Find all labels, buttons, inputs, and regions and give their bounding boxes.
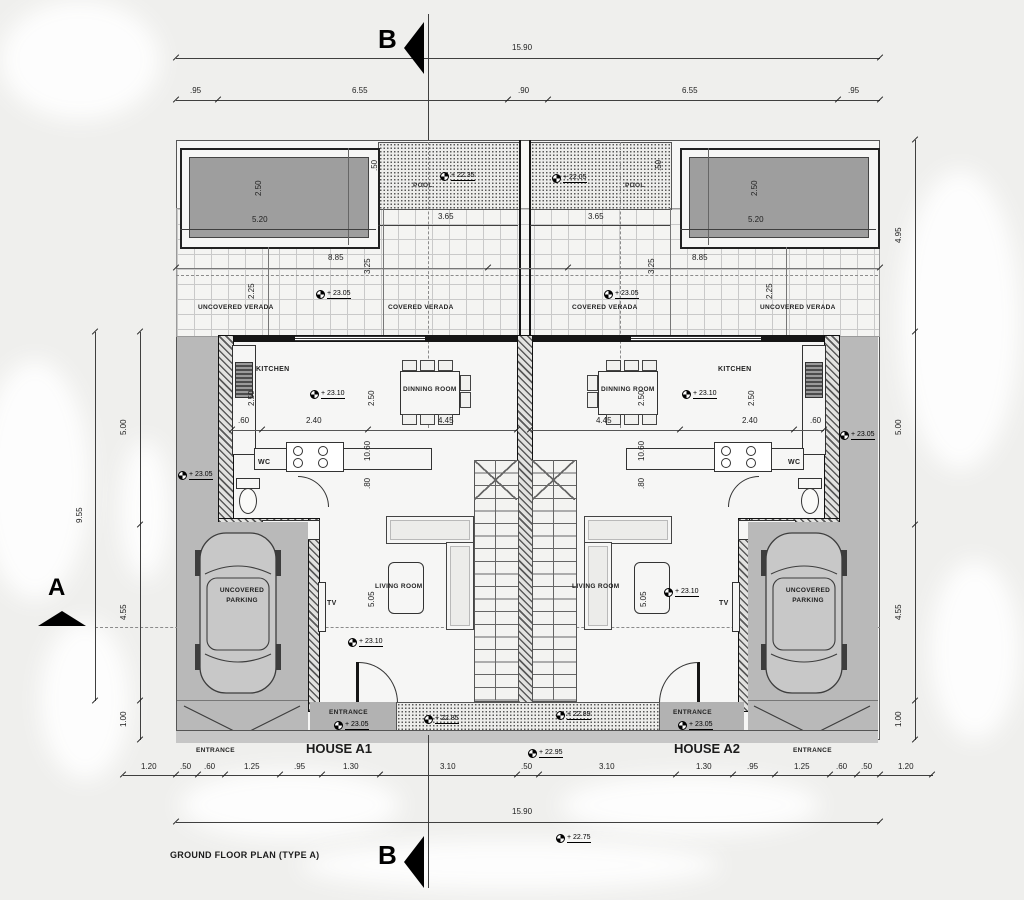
scan-artifact <box>180 770 400 840</box>
level-value: + 22.85 <box>435 715 459 722</box>
level-marker-living-a2 <box>664 588 699 597</box>
dim-dining-width-a2: 4.45 <box>596 416 612 425</box>
section-arrow-icon <box>404 836 424 888</box>
level-marker-walkway-a2 <box>556 711 591 720</box>
party-wall-line <box>519 140 521 335</box>
level-marker-side-a1 <box>178 471 213 480</box>
dim-verada-width-a2: 8.85 <box>692 253 708 262</box>
area-label-uncovered-verada-a1: UNCOVERED VERADA <box>198 304 274 311</box>
chair <box>587 392 598 408</box>
kitchen-sink-a2 <box>805 362 823 398</box>
dim-terrace-width-a1: 5.20 <box>252 215 268 224</box>
scan-artifact <box>0 360 90 600</box>
tick <box>912 736 918 742</box>
dim-pool-width-a1: 3.65 <box>438 212 454 221</box>
sofa-a1 <box>446 542 474 630</box>
terrace-a1-axis <box>348 148 349 245</box>
dim-top: .95 <box>190 86 202 95</box>
room-label-pool-a1: POOL <box>413 182 433 189</box>
burner-icon <box>721 458 731 468</box>
dim-line <box>140 332 141 740</box>
party-wall-line <box>529 140 531 335</box>
dim-verada-depth2-a2: 2.25 <box>765 283 774 299</box>
dim-living-depth-a2: 5.05 <box>639 591 648 607</box>
dim-line <box>530 225 670 226</box>
level-marker-floor-a2 <box>682 390 717 399</box>
scan-artifact <box>40 620 130 780</box>
section-arrow-icon <box>38 611 86 626</box>
dim-right: 4.95 <box>894 227 903 243</box>
dim-kitchen-depth-a2: 2.50 <box>747 390 756 406</box>
dim-verada-depth2-a1: 2.25 <box>247 283 256 299</box>
dim-line <box>176 268 878 269</box>
terrace-a1-deck <box>189 157 369 238</box>
tv-unit-a2 <box>732 582 740 632</box>
area-label-parking-a1: UNCOVERED PARKING <box>219 587 265 604</box>
level-marker-side-a2 <box>840 431 875 440</box>
dim-total-width-top: 15.90 <box>512 43 533 52</box>
benchmark-icon <box>682 390 691 399</box>
chair <box>420 414 435 425</box>
label-entrance-street-a1: ENTRANCE <box>196 747 235 754</box>
tv-unit-a1 <box>318 582 326 632</box>
scan-artifact <box>560 775 820 835</box>
dim-bottom: 1.20 <box>141 762 157 771</box>
sofa-a2 <box>584 516 672 544</box>
benchmark-icon <box>664 588 673 597</box>
dim-kitchen-width-a2: 2.40 <box>742 416 758 425</box>
tick <box>929 771 935 777</box>
sofa-a1 <box>386 516 474 544</box>
benchmark-icon <box>424 715 433 724</box>
label-tv-a2: TV <box>719 600 729 607</box>
north-window-a1 <box>295 336 425 341</box>
dim-line <box>176 822 880 823</box>
section-b-line-top <box>428 14 429 140</box>
dim-left: 5.00 <box>119 419 128 435</box>
burner-icon <box>318 458 328 468</box>
toilet-a1 <box>239 488 257 514</box>
benchmark-icon <box>310 390 319 399</box>
section-marker-b-top: B <box>378 24 397 54</box>
section-marker-a: A <box>48 574 66 601</box>
dim-top: 6.55 <box>352 86 368 95</box>
level-marker-court <box>528 749 563 758</box>
dim-dining-width-a1: 4.45 <box>438 416 454 425</box>
dim-left-outer: 9.55 <box>75 507 84 523</box>
scan-artifact <box>120 440 170 580</box>
level-value: + 23.05 <box>189 471 213 478</box>
dim-living-depth-a1: 5.05 <box>367 591 376 607</box>
dim-bottom: 1.30 <box>696 762 712 771</box>
benchmark-icon <box>528 749 537 758</box>
label-tv-a1: TV <box>327 600 337 607</box>
stair-rail-a2 <box>553 460 554 700</box>
dim-line <box>670 208 671 335</box>
section-b-line-bottom <box>428 735 429 888</box>
level-value: + 23.05 <box>327 290 351 297</box>
benchmark-icon <box>840 431 849 440</box>
area-label-covered-verada-a1: COVERED VERADA <box>388 304 454 311</box>
level-value: + 23.05 <box>615 290 639 297</box>
tick <box>137 736 143 742</box>
side-yard-right <box>838 335 878 525</box>
dim-bottom: .60 <box>204 762 216 771</box>
scan-artifact <box>930 560 1020 740</box>
level-marker-living-a1 <box>348 638 383 647</box>
dim-terrace-depth-a2: 2.50 <box>750 180 759 196</box>
burner-icon <box>721 446 731 456</box>
dim-line <box>378 225 518 226</box>
house-label-a2: HOUSE A2 <box>674 741 740 756</box>
dim-line <box>123 775 933 776</box>
level-marker-verada-a2 <box>604 290 639 299</box>
chair <box>402 414 417 425</box>
dim-right: 1.00 <box>894 711 903 727</box>
dim-bottom: .95 <box>294 762 306 771</box>
tick <box>877 54 883 60</box>
level-value: + 23.05 <box>345 721 369 728</box>
dim-hall-a2: .80 <box>637 477 646 489</box>
level-value: + 22.35 <box>451 172 475 179</box>
level-marker-street <box>556 834 591 843</box>
stair-rail-a1 <box>495 460 496 700</box>
dim-bottom: .50 <box>861 762 873 771</box>
room-label-kitchen-a2: KITCHEN <box>718 366 752 373</box>
dim-pool-edge-a1: .50 <box>370 159 379 171</box>
dim-house-depth-a1: 10.60 <box>363 440 372 461</box>
dim-dining-depth-a2: 2.50 <box>637 390 646 406</box>
burner-icon <box>293 458 303 468</box>
section-arrow-icon <box>404 22 424 74</box>
chair <box>624 360 639 371</box>
dim-terrace-depth-a1: 2.50 <box>254 180 263 196</box>
room-label-wc-a1: WC <box>258 459 271 466</box>
car-top-view-a1 <box>194 530 282 696</box>
level-marker-floor-a1 <box>310 390 345 399</box>
toilet-a2 <box>801 488 819 514</box>
room-label-wc-a2: WC <box>788 459 801 466</box>
level-value: + 23.05 <box>689 721 713 728</box>
dim-pool-edge-a2: .50 <box>654 159 663 171</box>
chair <box>624 414 639 425</box>
dim-pool-width-a2: 3.65 <box>588 212 604 221</box>
dim-bottom: 3.10 <box>599 762 615 771</box>
level-marker-walkway-a1 <box>424 715 459 724</box>
drawing-title: GROUND FLOOR PLAN (TYPE A) <box>170 850 320 860</box>
level-value: + 23.10 <box>359 638 383 645</box>
level-marker-pool-a1 <box>440 172 475 181</box>
driveway-line <box>748 700 878 701</box>
dim-bottom: .60 <box>836 762 848 771</box>
dim-left: 4.55 <box>119 604 128 620</box>
chair <box>460 375 471 391</box>
chair <box>587 375 598 391</box>
east-wall-a2 <box>824 335 840 529</box>
burner-icon <box>318 446 328 456</box>
benchmark-icon <box>552 174 561 183</box>
dim-terrace-width-a2: 5.20 <box>748 215 764 224</box>
dim-bottom: 3.10 <box>440 762 456 771</box>
dim-right: 5.00 <box>894 419 903 435</box>
label-entrance-street-a2: ENTRANCE <box>793 747 832 754</box>
level-value: + 22.89 <box>567 711 591 718</box>
dim-bottom: 1.25 <box>244 762 260 771</box>
level-value: + 22.05 <box>563 174 587 181</box>
dim-dining-depth-a1: 2.50 <box>367 390 376 406</box>
tick <box>877 96 883 102</box>
label-entrance-a1: ENTRANCE <box>329 709 368 716</box>
dim-line <box>680 229 876 230</box>
area-label-covered-verada-a2: COVERED VERADA <box>572 304 638 311</box>
terrace-a2-axis <box>708 148 709 245</box>
level-marker-entrance-a2 <box>678 721 713 730</box>
driveway-line <box>177 700 308 701</box>
dim-left: 1.00 <box>119 711 128 727</box>
chair <box>606 360 621 371</box>
level-marker-pool-a2 <box>552 174 587 183</box>
room-label-living-a2: LIVING ROOM <box>572 583 620 590</box>
dim-total-width-bottom: 15.90 <box>512 807 533 816</box>
benchmark-icon <box>556 834 565 843</box>
party-wall <box>517 335 533 710</box>
level-value: + 23.05 <box>851 431 875 438</box>
benchmark-icon <box>556 711 565 720</box>
level-marker-entrance-a1 <box>334 721 369 730</box>
benchmark-icon <box>334 721 343 730</box>
level-value: + 22.75 <box>567 834 591 841</box>
burner-icon <box>746 458 756 468</box>
burner-icon <box>293 446 303 456</box>
dim-bottom: .50 <box>521 762 533 771</box>
dim-top: .90 <box>518 86 530 95</box>
dim-kitchen-side-a2: .60 <box>810 416 822 425</box>
level-value: + 23.10 <box>675 588 699 595</box>
chair <box>460 392 471 408</box>
dim-bottom: .95 <box>747 762 759 771</box>
dim-bottom: 1.30 <box>343 762 359 771</box>
benchmark-icon <box>178 471 187 480</box>
terrace-a2-deck <box>689 157 869 238</box>
dim-line <box>176 58 880 59</box>
north-window-a2 <box>631 336 761 341</box>
car-top-view-a2 <box>760 530 848 696</box>
benchmark-icon <box>348 638 357 647</box>
dim-kitchen-depth-a1: 2.50 <box>247 390 256 406</box>
benchmark-icon <box>440 172 449 181</box>
level-value: + 23.10 <box>321 390 345 397</box>
dim-kitchen-width-a1: 2.40 <box>306 416 322 425</box>
section-marker-b-bottom: B <box>378 840 397 870</box>
chair <box>402 360 417 371</box>
level-value: + 23.10 <box>693 390 717 397</box>
level-value: + 22.95 <box>539 749 563 756</box>
benchmark-icon <box>678 721 687 730</box>
benchmark-icon <box>316 290 325 299</box>
dim-line <box>232 430 518 431</box>
dim-hall-a1: .80 <box>363 477 372 489</box>
dim-verada-depth-a1: 3.25 <box>363 258 372 274</box>
dim-bottom: 1.25 <box>794 762 810 771</box>
dim-line <box>176 100 880 101</box>
tick <box>877 818 883 824</box>
area-label-parking-a2: UNCOVERED PARKING <box>785 587 831 604</box>
dim-top: .95 <box>848 86 860 95</box>
room-label-kitchen-a1: KITCHEN <box>256 366 290 373</box>
sidewalk-strip <box>176 730 878 743</box>
dim-verada-depth-a2: 3.25 <box>647 258 656 274</box>
chair <box>642 360 657 371</box>
room-label-dining-a1: DINNING ROOM <box>403 386 457 393</box>
scan-artifact <box>900 170 1020 470</box>
side-yard-left <box>177 335 218 525</box>
chair <box>642 414 657 425</box>
benchmark-icon <box>604 290 613 299</box>
room-label-pool-a2: POOL <box>625 182 645 189</box>
house-label-a1: HOUSE A1 <box>306 741 372 756</box>
chair <box>420 360 435 371</box>
verada-dashed-line <box>176 275 878 276</box>
dim-right: 4.55 <box>894 604 903 620</box>
area-label-uncovered-verada-a2: UNCOVERED VERADA <box>760 304 836 311</box>
dim-line <box>383 208 384 335</box>
label-entrance-a2: ENTRANCE <box>673 709 712 716</box>
dim-bottom: .50 <box>180 762 192 771</box>
dim-line <box>95 332 96 701</box>
room-label-living-a1: LIVING ROOM <box>375 583 423 590</box>
dim-line <box>268 247 269 335</box>
chair <box>438 360 453 371</box>
room-label-dining-a2: DINNING ROOM <box>601 386 655 393</box>
level-marker-verada-a1 <box>316 290 351 299</box>
dim-top: 6.55 <box>682 86 698 95</box>
dim-line <box>180 229 376 230</box>
dim-kitchen-side-a1: .60 <box>238 416 250 425</box>
scan-artifact <box>300 840 720 890</box>
burner-icon <box>746 446 756 456</box>
scan-artifact <box>0 0 160 120</box>
dim-verada-width-a1: 8.85 <box>328 253 344 262</box>
dim-line <box>915 140 916 740</box>
dim-house-depth-a2: 10.60 <box>637 440 646 461</box>
dim-bottom: 1.20 <box>898 762 914 771</box>
dim-line <box>786 247 787 335</box>
